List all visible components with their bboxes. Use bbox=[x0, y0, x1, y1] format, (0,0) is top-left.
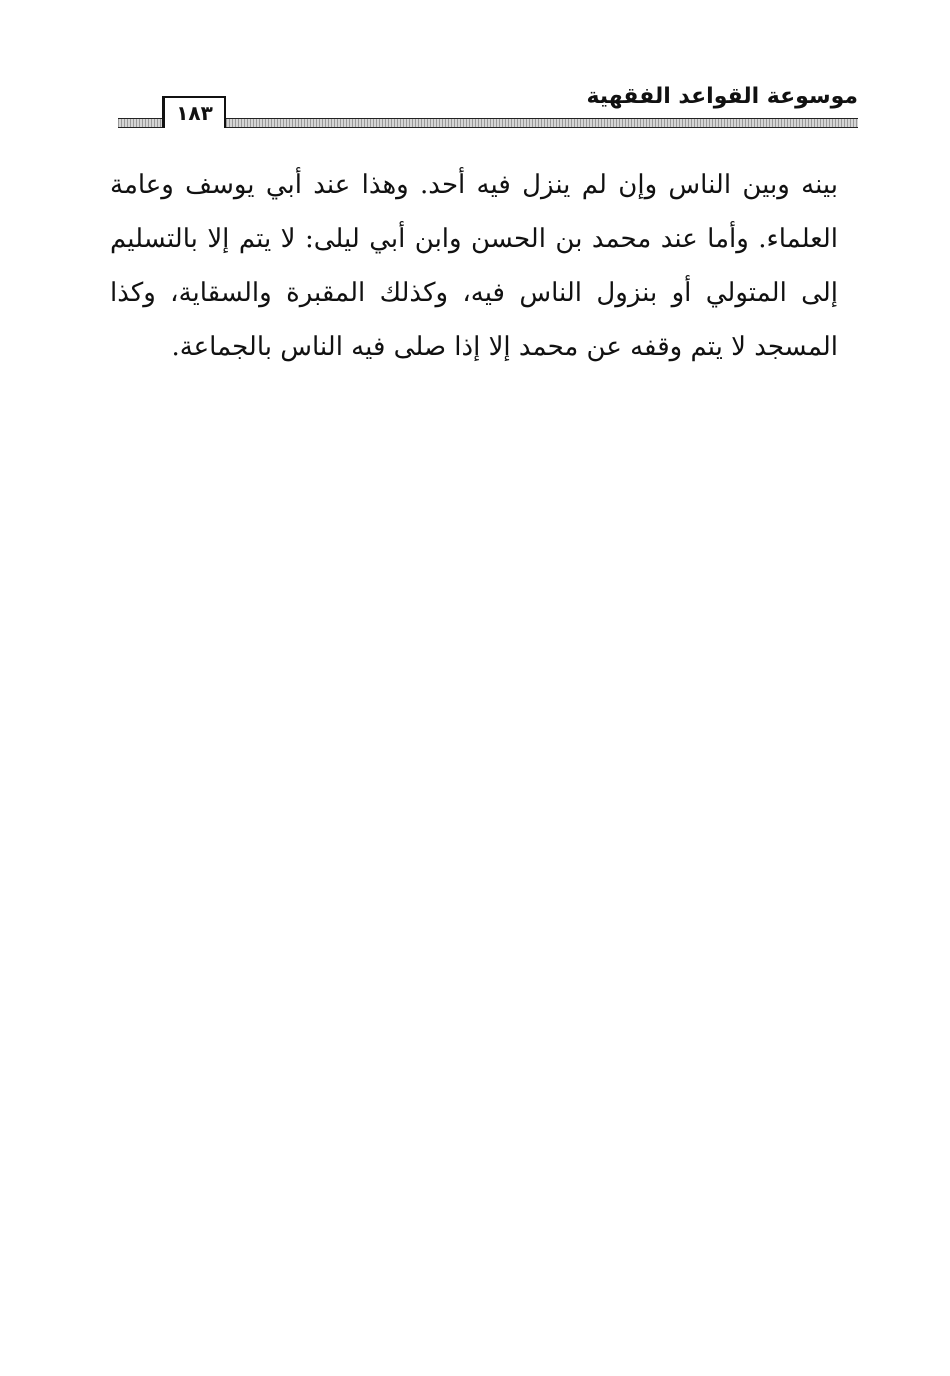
body-line: بينه وبين الناس وإن لم ينزل فيه أحد. وهذا عند أبي يوسف وعامة bbox=[110, 170, 838, 200]
page-header bbox=[118, 80, 858, 130]
book-title: موسوعة القواعد الفقهية bbox=[586, 84, 858, 109]
body-line: العلماء. وأما عند محمد بن الحسن وابن أبي ليلى: لا يتم إلا بالتسليم bbox=[110, 224, 838, 254]
body-line: المسجد لا يتم وقفه عن محمد إلا إذا صلى فيه الناس بالجماعة. bbox=[171, 332, 838, 362]
body-line: إلى المتولي أو بنزول الناس فيه، وكذلك المقبرة والسقاية، وكذا bbox=[110, 278, 838, 308]
body-paragraph bbox=[110, 158, 838, 374]
page-number: ١٨٣ bbox=[162, 96, 226, 128]
header-rule bbox=[118, 118, 858, 128]
